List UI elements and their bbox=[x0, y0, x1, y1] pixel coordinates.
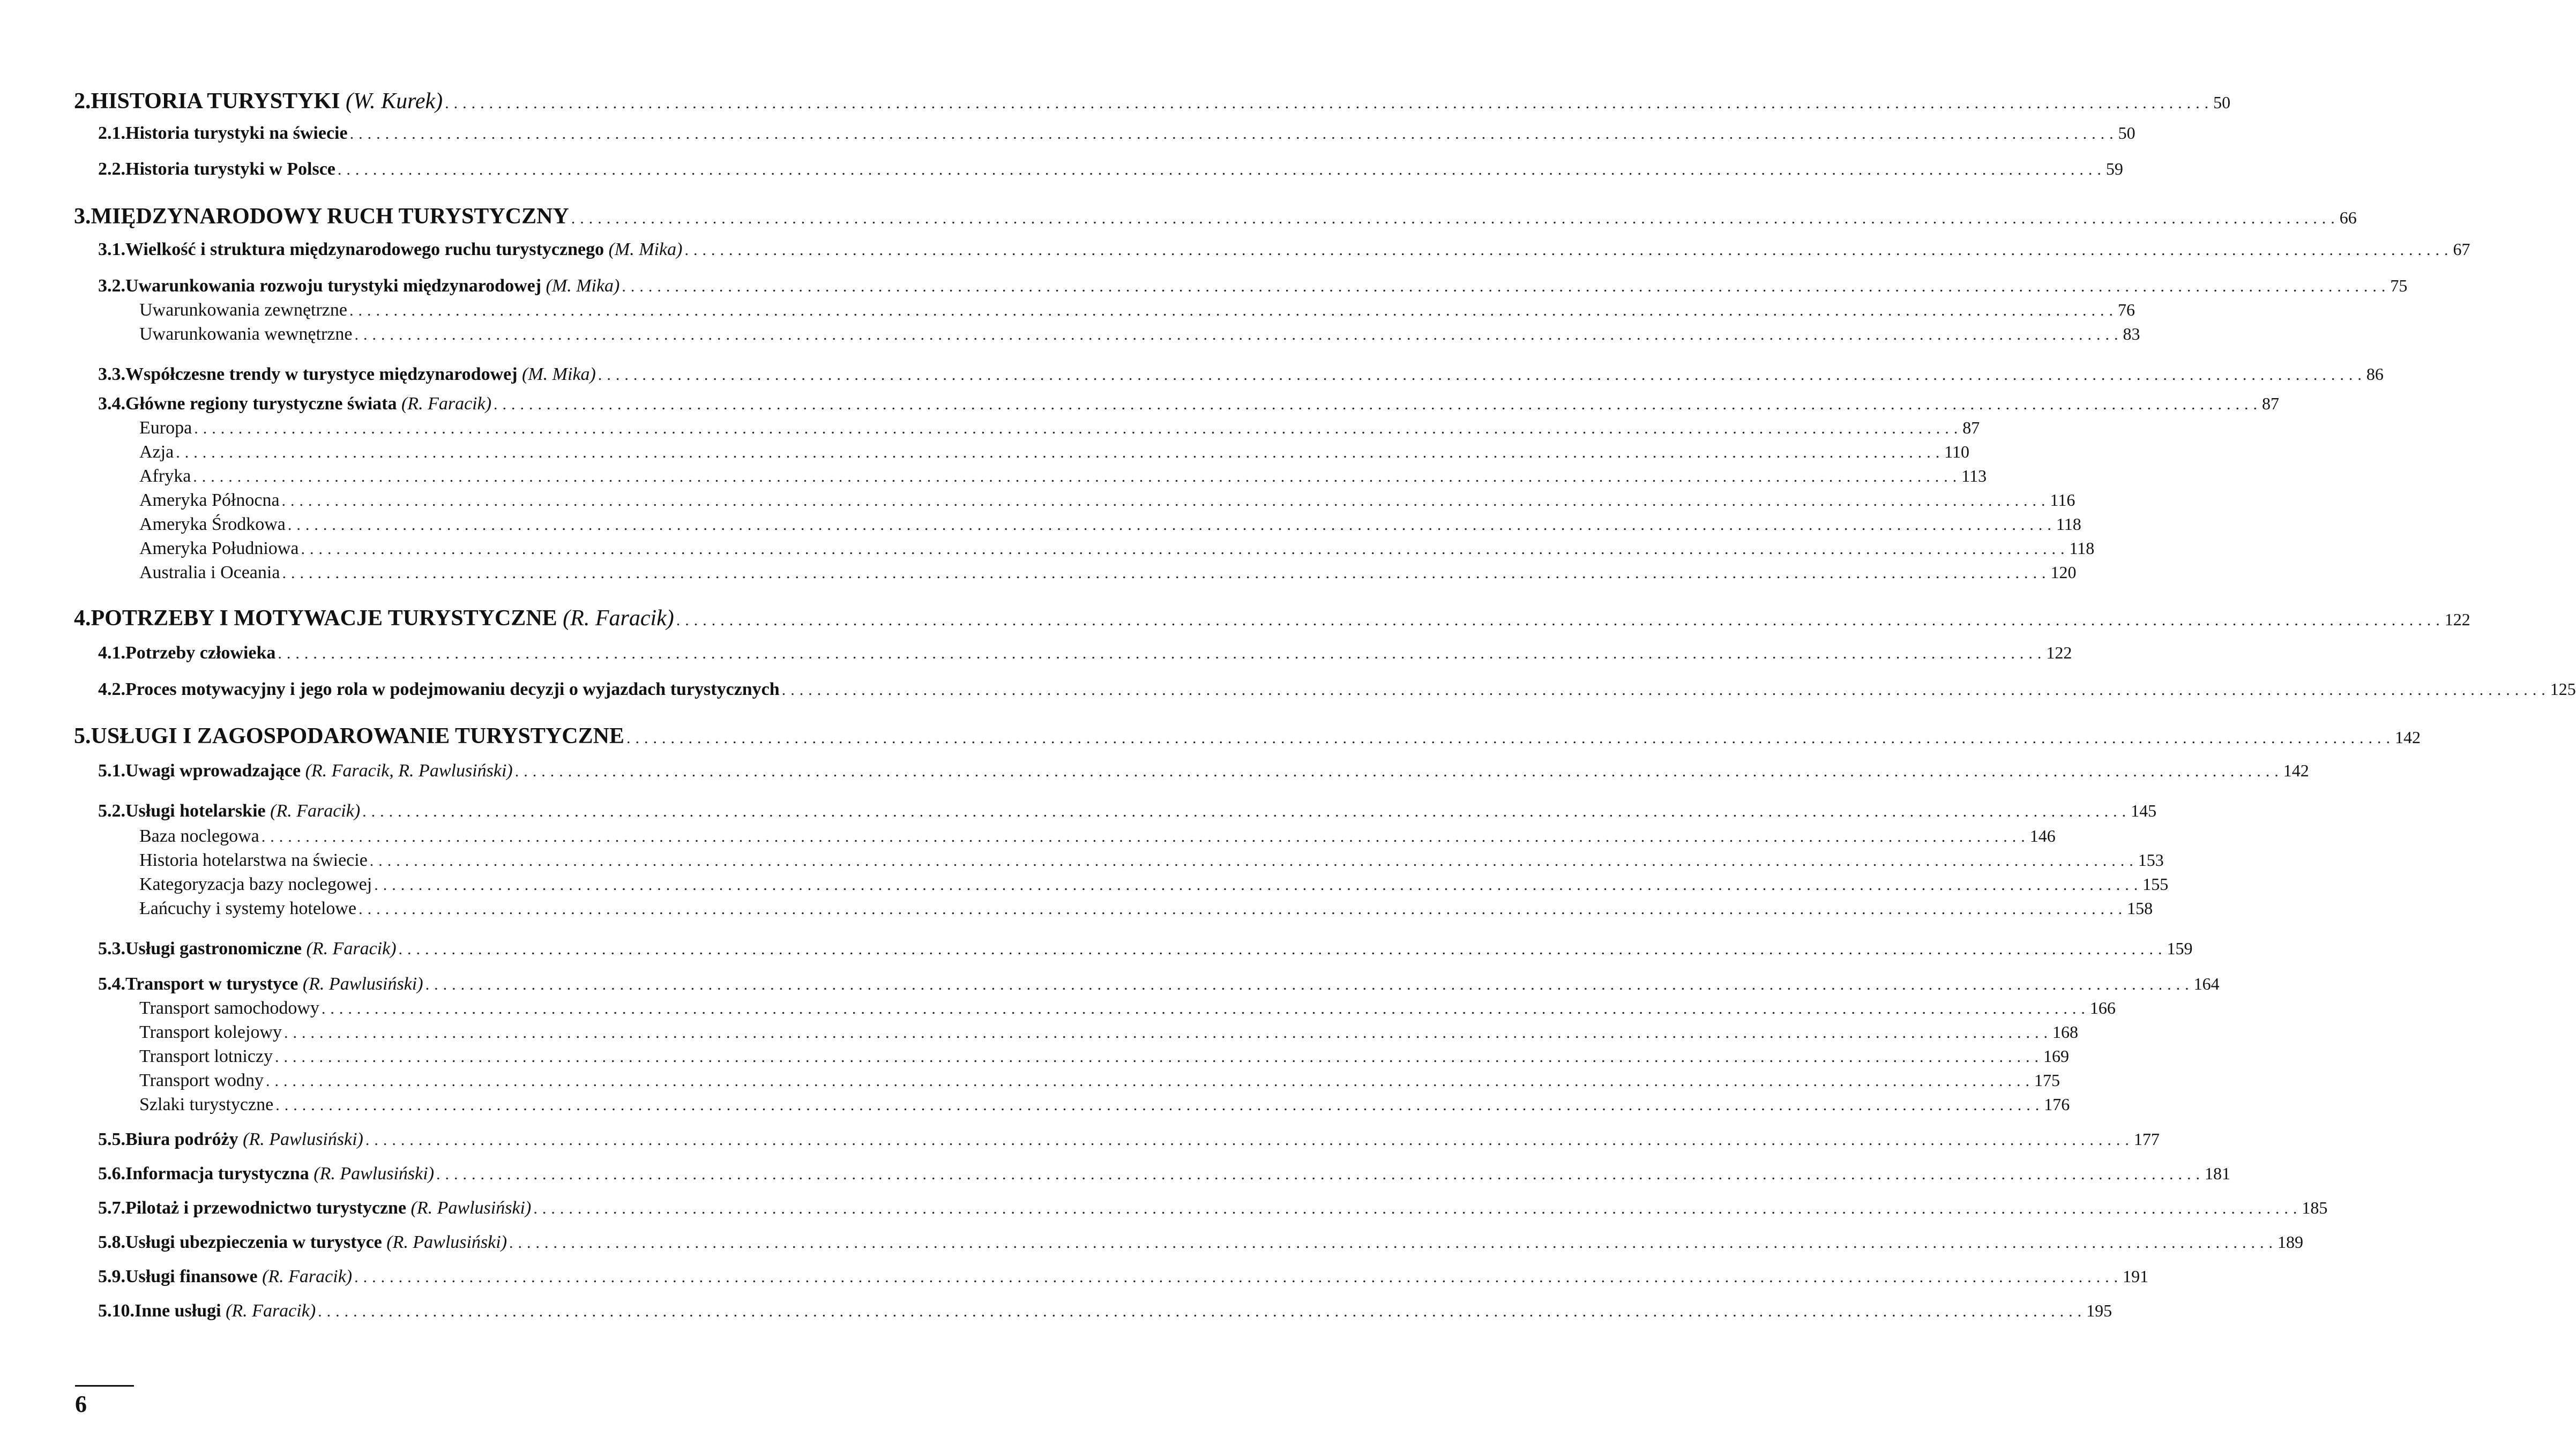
toc-entry bbox=[139, 418, 1980, 438]
dot-leader: ........................................................................................................................................................................................................ bbox=[193, 468, 1962, 485]
dot-leader: ........................................................................................................................................................................................................ bbox=[514, 762, 2283, 780]
dot-leader: ........................................................................................................................................................................................................ bbox=[626, 729, 2395, 747]
toc-entry-title: Uwagi wprowadzające bbox=[125, 761, 301, 781]
toc-entry-number: 5.1. bbox=[98, 761, 125, 781]
toc-entry-number: 5.2. bbox=[98, 801, 125, 821]
toc-entry-page: 191 bbox=[2123, 1267, 2149, 1286]
toc-entry-title: Azja bbox=[139, 442, 174, 462]
toc-entry-page: 59 bbox=[2105, 159, 2123, 178]
toc-entry bbox=[139, 850, 2164, 871]
toc-entry-author: (R. Pawlusiński) bbox=[298, 974, 423, 994]
toc-entry-title: Baza noclegowa bbox=[139, 826, 259, 846]
toc-entry-title-group bbox=[125, 761, 513, 781]
toc-entry-title: Transport kolejowy bbox=[139, 1022, 282, 1042]
dot-leader: ........................................................................................................................................................................................................ bbox=[445, 94, 2214, 112]
toc-entry-title-group bbox=[139, 826, 259, 847]
toc-entry-author: (M. Mika) bbox=[604, 240, 683, 259]
toc-entry-title: Transport samochodowy bbox=[139, 998, 319, 1018]
dot-leader: ........................................................................................................................................................................................................ bbox=[354, 1268, 2123, 1286]
toc-entry-title-group bbox=[139, 1071, 264, 1091]
toc-entry bbox=[74, 723, 2421, 749]
dot-leader: ........................................................................................................................................................................................................ bbox=[571, 209, 2340, 227]
toc-entry-title: Australia i Oceania bbox=[139, 563, 280, 582]
toc-entry-number: 5.4. bbox=[98, 974, 125, 994]
toc-entry-title: Historia turystyki w Polsce bbox=[125, 159, 335, 179]
dot-leader: ........................................................................................................................................................................................................ bbox=[533, 1200, 2302, 1217]
dot-leader: ........................................................................................................................................................................................................ bbox=[176, 444, 1945, 461]
toc-entry bbox=[98, 159, 2123, 179]
toc-entry-page: 66 bbox=[2339, 208, 2357, 227]
toc-entry-page: 176 bbox=[2044, 1095, 2070, 1114]
toc-entry-title-group bbox=[125, 1232, 507, 1253]
toc-entry-page: 146 bbox=[2029, 826, 2056, 845]
toc-entry-title: Transport lotniczy bbox=[139, 1046, 273, 1066]
toc-entry-number: 5.6. bbox=[98, 1164, 125, 1184]
toc-entry-title: Ameryka Środkowa bbox=[139, 514, 286, 534]
toc-entry-author: (R. Pawlusiński) bbox=[382, 1232, 507, 1252]
toc-entry bbox=[139, 874, 2169, 895]
toc-entry-author: (R. Faracik) bbox=[257, 1267, 353, 1286]
toc-entry-title: Historia turystyki na świecie bbox=[125, 123, 348, 143]
dot-leader: ........................................................................................................................................................................................................ bbox=[509, 1234, 2278, 1252]
toc-entry-number: 3.1. bbox=[98, 240, 125, 259]
dot-leader: ........................................................................................................................................................................................................ bbox=[301, 540, 2070, 558]
toc-entry-title-group bbox=[125, 394, 491, 414]
toc-entry-number: 3. bbox=[74, 204, 91, 229]
dot-leader: ........................................................................................................................................................................................................ bbox=[598, 366, 2366, 384]
dot-leader: ........................................................................................................................................................................................................ bbox=[349, 302, 2118, 319]
toc-entry-title: Usługi finansowe bbox=[125, 1267, 258, 1286]
dot-leader: ........................................................................................................................................................................................................ bbox=[354, 326, 2123, 343]
dot-leader: ........................................................................................................................................................................................................ bbox=[321, 1000, 2090, 1017]
page-number: 6 bbox=[75, 1391, 87, 1417]
toc-entry-title-group bbox=[125, 240, 682, 260]
dot-leader: ........................................................................................................................................................................................................ bbox=[261, 828, 2030, 845]
toc-entry-title: Usługi gastronomiczne bbox=[125, 939, 302, 959]
toc-entry-number: 3.2. bbox=[98, 276, 125, 296]
toc-entry bbox=[139, 1071, 2060, 1091]
toc-entry bbox=[98, 364, 2384, 385]
toc-entry-title-group bbox=[139, 1095, 273, 1115]
dot-leader: ........................................................................................................................................................................................................ bbox=[781, 681, 2550, 699]
toc-entry-title: Uwarunkowania zewnętrzne bbox=[139, 300, 347, 320]
toc-entry bbox=[98, 1301, 2112, 1321]
toc-entry-number: 5.8. bbox=[98, 1232, 125, 1252]
toc-entry-page: 153 bbox=[2138, 850, 2164, 870]
toc-entry-title-group bbox=[125, 679, 780, 700]
toc-entry-title-group bbox=[125, 801, 360, 821]
dot-leader: ........................................................................................................................................................................................................ bbox=[494, 395, 2263, 413]
toc-entry-author: (R. Faracik, R. Pawlusiński) bbox=[301, 761, 513, 781]
toc-entry-number: 5.5. bbox=[98, 1129, 125, 1149]
toc-entry bbox=[98, 394, 2280, 414]
toc-entry-title-group bbox=[91, 88, 443, 114]
dot-leader: ........................................................................................................................................................................................................ bbox=[398, 940, 2167, 958]
toc-entry-title-group bbox=[139, 1046, 273, 1067]
toc-entry bbox=[98, 276, 2408, 296]
dot-leader: ........................................................................................................................................................................................................ bbox=[436, 1165, 2205, 1183]
toc-entry-title-group bbox=[125, 159, 335, 179]
toc-entry-page: 76 bbox=[2117, 300, 2135, 319]
dot-leader: ........................................................................................................................................................................................................ bbox=[278, 645, 2047, 662]
toc-entry-page: 166 bbox=[2089, 998, 2116, 1017]
toc-entry-page: 118 bbox=[2069, 538, 2095, 558]
toc-entry-title-group bbox=[139, 874, 372, 895]
toc-entry-page: 164 bbox=[2193, 974, 2220, 993]
toc-entry-page: 120 bbox=[2050, 563, 2077, 582]
dot-leader: ........................................................................................................................................................................................................ bbox=[684, 241, 2453, 259]
toc-entry-title: Kategoryzacja bazy noclegowej bbox=[139, 874, 372, 894]
toc-entry-number: 5.3. bbox=[98, 939, 125, 959]
toc-entry-title: Transport wodny bbox=[139, 1071, 264, 1090]
toc-entry-author: (M. Mika) bbox=[541, 276, 620, 296]
toc-entry-author: (W. Kurek) bbox=[340, 89, 443, 114]
toc-entry-page: 110 bbox=[1944, 442, 1969, 461]
toc-entry-title-group bbox=[125, 276, 619, 296]
toc-entry-number: 2.2. bbox=[98, 159, 125, 179]
toc-entry-title-group bbox=[139, 563, 280, 583]
toc-entry-title: Informacja turystyczna bbox=[125, 1164, 309, 1184]
dot-leader: ........................................................................................................................................................................................................ bbox=[266, 1072, 2035, 1090]
toc-entry-title: POTRZEBY I MOTYWACJE TURYSTYCZNE bbox=[91, 606, 557, 631]
toc-entry bbox=[139, 442, 1969, 462]
dot-leader: ........................................................................................................................................................................................................ bbox=[318, 1303, 2087, 1320]
toc-entry-title: Uwarunkowania wewnętrzne bbox=[139, 324, 353, 344]
dot-leader: ........................................................................................................................................................................................................ bbox=[369, 852, 2138, 870]
toc-entry bbox=[74, 88, 2231, 114]
toc-entry-author: (R. Pawlusiński) bbox=[309, 1164, 435, 1184]
toc-entry bbox=[98, 1129, 2160, 1150]
toc-entry-title-group bbox=[139, 442, 174, 462]
toc-entry bbox=[139, 899, 2153, 919]
toc-entry-title: Wielkość i struktura międzynarodowego ruchu turystycznego bbox=[125, 240, 604, 259]
toc-entry-author: (R. Faracik) bbox=[301, 939, 397, 959]
toc-entry bbox=[139, 490, 2075, 511]
toc-entry-title-group bbox=[139, 850, 368, 871]
toc-entry bbox=[139, 300, 2135, 320]
dot-leader: ........................................................................................................................................................................................................ bbox=[337, 161, 2106, 178]
toc-entry bbox=[98, 1164, 2231, 1184]
dot-leader: ........................................................................................................................................................................................................ bbox=[349, 125, 2118, 143]
toc-entry bbox=[139, 538, 2095, 559]
toc-entry-page: 118 bbox=[2056, 514, 2081, 534]
toc-entry-page: 145 bbox=[2131, 801, 2157, 820]
toc-entry-author: (M. Mika) bbox=[517, 364, 596, 384]
toc-entry-page: 142 bbox=[2283, 761, 2309, 780]
toc-entry-page: 83 bbox=[2123, 324, 2140, 343]
toc-entry-title: USŁUGI I ZAGOSPODAROWANIE TURYSTYCZNE bbox=[91, 724, 624, 749]
footer-rule bbox=[75, 1385, 134, 1387]
toc-entry bbox=[98, 240, 2470, 260]
toc-entry-title: Szlaki turystyczne bbox=[139, 1095, 274, 1114]
toc-entry bbox=[98, 1198, 2328, 1218]
toc-entry-page: 142 bbox=[2394, 728, 2421, 747]
toc-entry-page: 87 bbox=[1962, 418, 1980, 437]
toc-entry-number: 2.1. bbox=[98, 123, 125, 143]
toc-entry-title-group bbox=[139, 418, 192, 438]
toc-entry-title-group bbox=[125, 974, 423, 994]
toc-entry-page: 116 bbox=[2050, 490, 2075, 510]
toc-entry-page: 50 bbox=[2118, 123, 2136, 143]
dot-leader: ........................................................................................................................................................................................................ bbox=[622, 278, 2391, 295]
toc-entry-number: 3.4. bbox=[98, 394, 125, 414]
toc-entry-title: Uwarunkowania rozwoju turystyki międzynarodowej bbox=[125, 276, 542, 296]
toc-entry-number: 3.3. bbox=[98, 364, 125, 384]
toc-entry bbox=[139, 466, 1987, 487]
toc-entry-title-group bbox=[139, 514, 286, 535]
toc-entry-number: 4.2. bbox=[98, 679, 125, 699]
toc-entry bbox=[98, 643, 2072, 663]
toc-entry-title-group bbox=[139, 1022, 282, 1043]
dot-leader: ........................................................................................................................................................................................................ bbox=[275, 1048, 2044, 1066]
toc-entry bbox=[98, 1232, 2304, 1253]
toc-entry bbox=[139, 1022, 2079, 1043]
dot-leader: ........................................................................................................................................................................................................ bbox=[275, 1096, 2044, 1114]
toc-entry-page: 155 bbox=[2142, 874, 2169, 894]
toc-entry bbox=[74, 204, 2357, 229]
dot-leader: ........................................................................................................................................................................................................ bbox=[282, 564, 2051, 582]
toc-entry bbox=[98, 679, 2576, 700]
toc-entry-title-group bbox=[125, 643, 275, 663]
toc-entry-title-group bbox=[125, 1164, 434, 1184]
toc-entry-author: (R. Faracik) bbox=[397, 394, 492, 414]
toc-entry-page: 125 bbox=[2550, 679, 2576, 699]
toc-entry-title: Europa bbox=[139, 418, 192, 438]
toc-entry-page: 75 bbox=[2390, 276, 2408, 295]
toc-entry-page: 175 bbox=[2034, 1071, 2060, 1090]
toc-entry bbox=[139, 324, 2140, 345]
dot-leader: ........................................................................................................................................................................................................ bbox=[676, 611, 2445, 629]
toc-entry-title-group bbox=[125, 364, 596, 385]
toc-entry-title-group bbox=[139, 998, 319, 1019]
toc-entry-page: 177 bbox=[2133, 1129, 2160, 1149]
toc-entry-title: Transport w turystyce bbox=[125, 974, 298, 994]
dot-leader: ........................................................................................................................................................................................................ bbox=[365, 1131, 2134, 1149]
toc-entry-page: 86 bbox=[2366, 364, 2384, 384]
toc-entry-title: Potrzeby człowieka bbox=[125, 643, 276, 663]
toc-entry-title: Pilotaż i przewodnictwo turystyczne bbox=[125, 1198, 407, 1218]
toc-entry bbox=[98, 1267, 2149, 1287]
toc-entry-title: Biura podróży bbox=[125, 1129, 238, 1149]
toc-entry-title-group bbox=[91, 723, 624, 749]
toc-entry-title-group bbox=[91, 204, 569, 229]
toc-entry-title-group bbox=[139, 324, 352, 345]
toc-entry-title-group bbox=[125, 1267, 352, 1287]
toc-entry-title: Ameryka Południowa bbox=[139, 538, 299, 558]
toc-entry bbox=[74, 605, 2470, 631]
toc-entry-page: 195 bbox=[2086, 1301, 2112, 1320]
dot-leader: ........................................................................................................................................................................................................ bbox=[359, 900, 2127, 918]
toc-entry-number: 4. bbox=[74, 606, 91, 631]
toc-entry-number: 2. bbox=[74, 89, 91, 114]
toc-entry bbox=[98, 939, 2193, 959]
toc-entry-title: Historia hotelarstwa na świecie bbox=[139, 850, 368, 870]
dot-leader: ........................................................................................................................................................................................................ bbox=[374, 876, 2143, 894]
toc-entry-number: 5.9. bbox=[98, 1267, 125, 1286]
toc-entry-author: (R. Pawlusiński) bbox=[406, 1198, 532, 1218]
toc-entry bbox=[139, 998, 2116, 1019]
dot-leader: ........................................................................................................................................................................................................ bbox=[284, 1024, 2053, 1042]
toc-entry-page: 122 bbox=[2046, 643, 2072, 662]
dot-leader: ........................................................................................................................................................................................................ bbox=[362, 803, 2131, 820]
toc-entry-page: 181 bbox=[2205, 1164, 2231, 1183]
toc-entry-page: 113 bbox=[1961, 466, 1987, 485]
toc-entry-title-group bbox=[125, 1129, 363, 1150]
toc-entry-page: 67 bbox=[2453, 240, 2470, 259]
toc-entry-number: 5. bbox=[74, 724, 91, 749]
toc-entry-title-group bbox=[125, 939, 397, 959]
toc-entry-title: Łańcuchy i systemy hotelowe bbox=[139, 899, 357, 918]
toc-entry-title-group bbox=[139, 538, 298, 559]
toc-entry-title: Usługi hotelarskie bbox=[125, 801, 266, 821]
toc-entry bbox=[98, 761, 2309, 781]
toc-entry-title: Afryka bbox=[139, 466, 191, 486]
toc-entry-title-group bbox=[139, 899, 356, 919]
dot-leader: ........................................................................................................................................................................................................ bbox=[194, 420, 1963, 437]
toc-entry-page: 50 bbox=[2213, 93, 2231, 112]
dot-leader: ........................................................................................................................................................................................................ bbox=[287, 516, 2056, 534]
toc-entry bbox=[139, 563, 2077, 583]
dot-leader: ........................................................................................................................................................................................................ bbox=[281, 492, 2050, 510]
toc-entry bbox=[139, 514, 2081, 535]
toc-entry-author: (R. Faracik) bbox=[265, 801, 361, 821]
toc-entry-title: MIĘDZYNARODOWY RUCH TURYSTYCZNY bbox=[91, 204, 569, 229]
toc-entry-page: 189 bbox=[2278, 1232, 2304, 1252]
toc-entry bbox=[139, 1046, 2070, 1067]
toc-entry-title: Inne usługi bbox=[135, 1301, 221, 1321]
toc-entry-page: 87 bbox=[2262, 394, 2280, 413]
toc-entry-author: (R. Faracik) bbox=[557, 606, 674, 631]
toc-entry-author: (R. Pawlusiński) bbox=[238, 1129, 363, 1149]
toc-entry-page: 122 bbox=[2444, 610, 2470, 629]
dot-leader: ........................................................................................................................................................................................................ bbox=[425, 976, 2194, 993]
toc-entry bbox=[98, 801, 2157, 821]
toc-entry-title: Główne regiony turystyczne świata bbox=[125, 394, 397, 414]
toc-entry-title-group bbox=[125, 123, 348, 144]
toc-entry bbox=[98, 974, 2220, 994]
toc-entry bbox=[139, 826, 2056, 847]
toc-entry-title-group bbox=[139, 466, 191, 487]
toc-entry bbox=[139, 1095, 2070, 1115]
toc-entry-title-group bbox=[139, 300, 347, 320]
toc-entry-title-group bbox=[139, 490, 280, 511]
toc-entry-page: 168 bbox=[2052, 1022, 2079, 1042]
toc-entry-title: Proces motywacyjny i jego rola w podejmowaniu decyzji o wyjazdach turystycznych bbox=[125, 679, 780, 699]
toc-entry-title: HISTORIA TURYSTYKI bbox=[91, 89, 340, 114]
toc-entry-author: (R. Faracik) bbox=[221, 1301, 316, 1321]
toc-entry-title: Usługi ubezpieczenia w turystyce bbox=[125, 1232, 382, 1252]
toc-entry-title-group bbox=[135, 1301, 316, 1321]
toc-entry-page: 169 bbox=[2043, 1046, 2070, 1066]
toc-entry-title: Ameryka Północna bbox=[139, 490, 280, 510]
toc-entry-title: Współczesne trendy w turystyce międzynarodowej bbox=[125, 364, 518, 384]
toc-entry bbox=[98, 123, 2136, 144]
toc-entry-page: 158 bbox=[2127, 899, 2153, 918]
toc-entry-title-group bbox=[125, 1198, 531, 1218]
toc-entry-page: 185 bbox=[2302, 1198, 2328, 1217]
toc-entry-number: 5.7. bbox=[98, 1198, 125, 1218]
toc-entry-number: 5.10. bbox=[98, 1301, 135, 1321]
toc-entry-title-group bbox=[91, 605, 674, 631]
toc-entry-page: 159 bbox=[2167, 939, 2193, 958]
toc-entry-number: 4.1. bbox=[98, 643, 125, 663]
